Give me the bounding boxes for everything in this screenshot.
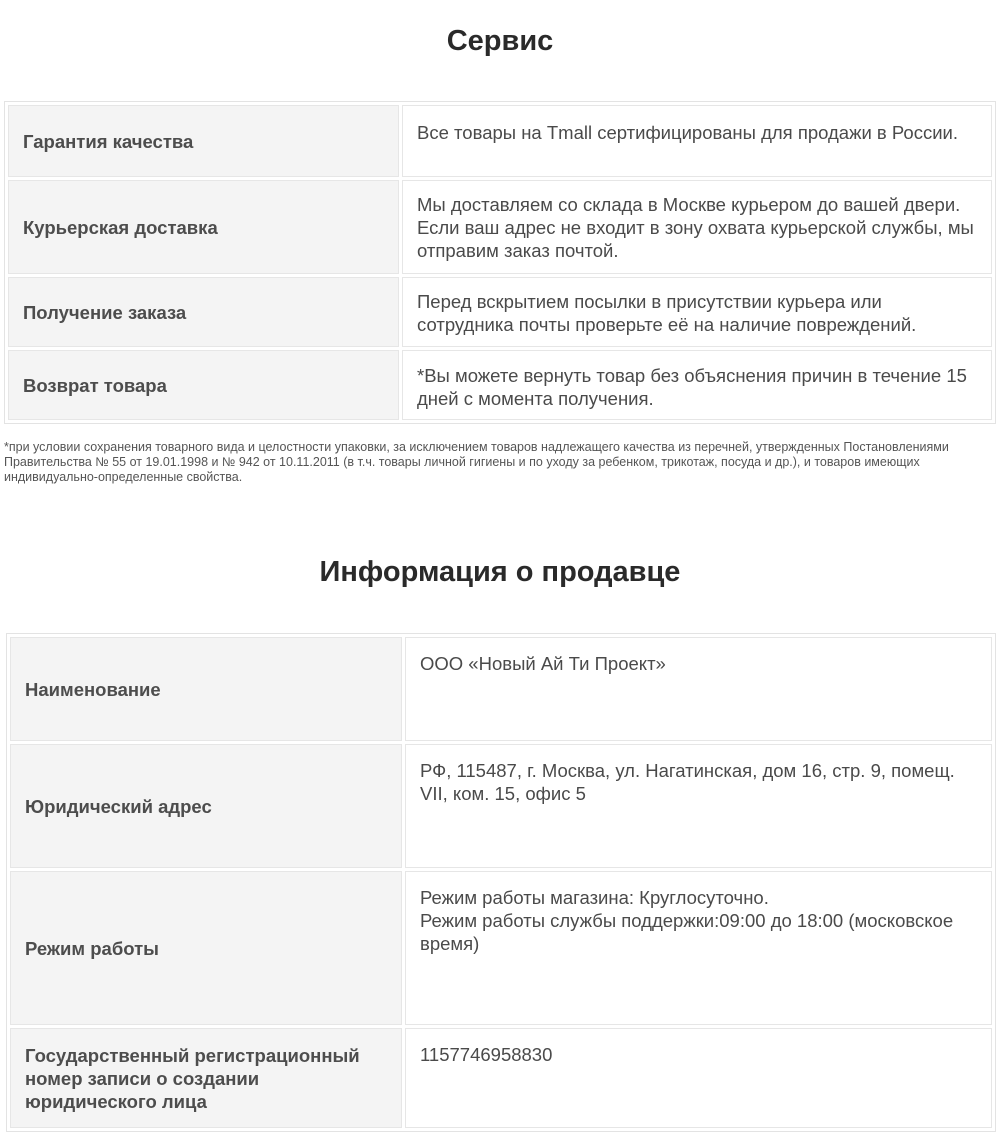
row-label: Получение заказа <box>8 277 399 347</box>
row-label: Государственный регистрационный номер записи о создании юридического лица <box>10 1028 402 1128</box>
row-value <box>405 871 992 1025</box>
row-label: Курьерская доставка <box>8 180 399 274</box>
row-value: Мы доставляем со склада в Москве курьером до вашей двери. Если ваш адрес не входит в зону охвата курьерской службы, мы отправим заказ почтой. <box>402 180 992 274</box>
row-value: РФ, 115487, г. Москва, ул. Нагатинская, дом 16, стр. 9, помещ. VII, ком. 15, офис 5 <box>405 744 992 868</box>
table-row <box>10 744 992 868</box>
row-label: Гарантия качества <box>8 105 399 177</box>
support-hours-text: Режим работы службы поддержки:09:00 до 18:00 (московское время) <box>420 910 954 954</box>
service-footnote: *при условии сохранения товарного вида и целостности упаковки, за исключением товаров надлежащего качества из перечней, утвержденных Постановлениями Правительства № 55 от 19.01.1998 и № 942 от 10.11.2011 (в т.ч. товары личной гигиены и по уходу за ребенком, трикотаж, посуда и др.), и товаров имеющих индивидуально-определенные свойства. <box>4 440 949 484</box>
table-row <box>10 1028 992 1128</box>
row-value: ООО «Новый Ай Ти Проект» <box>405 637 992 741</box>
row-value: *Вы можете вернуть товар без объяснения причин в течение 15 дней с момента получения. <box>402 350 992 420</box>
table-row <box>8 105 992 177</box>
service-table <box>4 101 996 424</box>
row-label: Наименование <box>10 637 402 741</box>
row-value: 1157746958830 <box>405 1028 992 1128</box>
row-label: Возврат товара <box>8 350 399 420</box>
service-section-title: Сервис <box>446 25 554 57</box>
table-row <box>8 277 992 347</box>
row-label: Режим работы <box>10 871 402 1025</box>
seller-section-title: Информация о продавце <box>319 556 681 588</box>
table-row <box>10 637 992 741</box>
seller-info-table <box>6 633 996 1132</box>
row-value: Перед вскрытием посылки в присутствии курьера или сотрудника почты проверьте её на наличие повреждений. <box>402 277 992 347</box>
store-hours-text: Режим работы магазина: Круглосуточно. <box>420 887 769 908</box>
table-row <box>8 180 992 274</box>
table-row <box>8 350 992 420</box>
row-label: Юридический адрес <box>10 744 402 868</box>
table-row <box>10 871 992 1025</box>
row-value: Все товары на Tmall сертифицированы для продажи в России. <box>402 105 992 177</box>
